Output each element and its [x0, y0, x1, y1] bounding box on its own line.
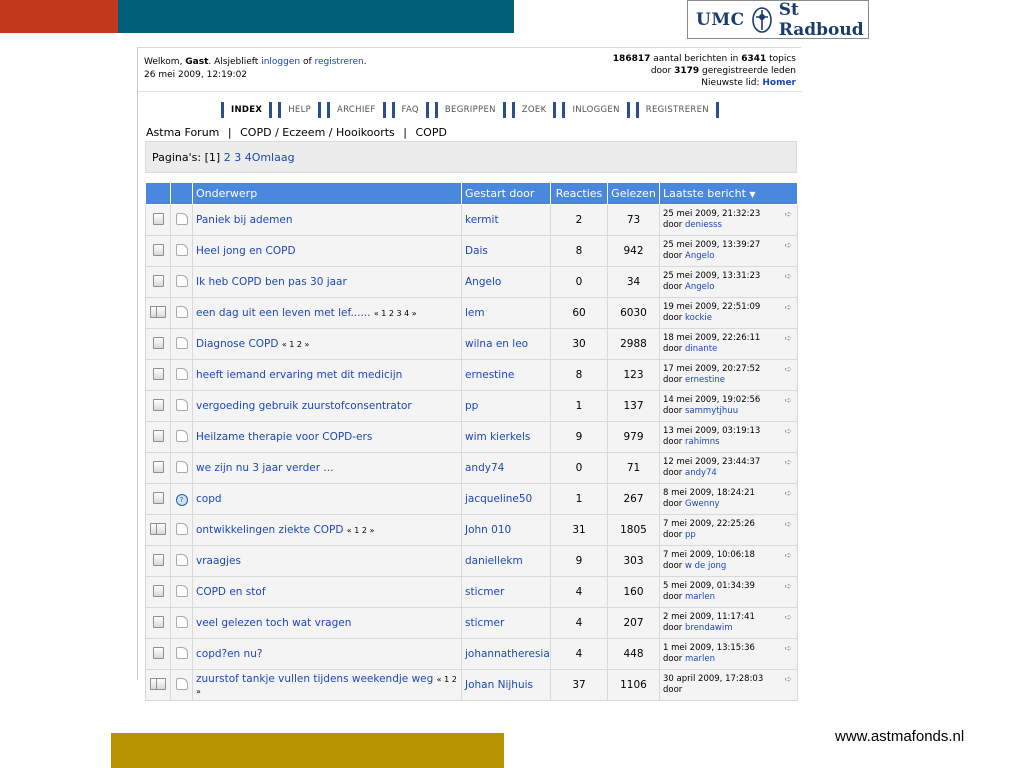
last-post-cell: 30 april 2009, 17:28:03 door ➪ [660, 670, 798, 701]
topic-link[interactable]: COPD en stof [196, 586, 266, 598]
topic-starter-cell [462, 329, 551, 360]
topic-status-icon [153, 430, 164, 442]
topic-starter-cell [462, 391, 551, 422]
post-icon-cell [171, 267, 193, 298]
views-cell: 160 [608, 577, 660, 608]
post-doc-icon [176, 616, 188, 628]
last-post-user-link[interactable]: marlen [685, 592, 715, 602]
views-cell: 6030 [608, 298, 660, 329]
last-post-user-link[interactable]: kockie [685, 313, 713, 323]
last-post-user-link[interactable]: sammytjhuu [685, 406, 739, 416]
main-nav [221, 102, 719, 118]
replies-cell: 31 [551, 515, 608, 546]
last-post-cell: 7 mei 2009, 10:06:18 door w de jong ➪ [660, 546, 798, 577]
topic-link[interactable]: Paniek bij ademen [196, 214, 293, 226]
topic-status-cell [146, 391, 171, 422]
go-to-last-post-icon[interactable]: ➪ [784, 272, 792, 282]
table-row [146, 391, 798, 422]
post-doc-icon [176, 430, 188, 442]
breadcrumb [146, 126, 452, 139]
post-doc-icon [176, 585, 188, 597]
topic-table [145, 182, 798, 701]
topic-subject-cell [193, 577, 462, 608]
last-post-date: 5 mei 2009, 01:34:39 [663, 581, 755, 591]
scroll-down-link[interactable]: Omlaag [251, 151, 295, 164]
go-to-last-post-icon[interactable]: ➪ [784, 210, 792, 220]
last-post-user-link[interactable]: marlen [685, 654, 715, 664]
pagination [145, 141, 797, 173]
last-post-user-link[interactable]: Gwenny [685, 499, 720, 509]
go-to-last-post-icon[interactable]: ➪ [784, 644, 792, 654]
topic-status-cell [146, 360, 171, 391]
go-to-last-post-icon[interactable]: ➪ [784, 334, 792, 344]
views-cell: 2988 [608, 329, 660, 360]
last-post-date: 30 april 2009, 17:28:03 [663, 674, 764, 684]
starter-link[interactable]: John 010 [465, 524, 512, 536]
last-post-date: 13 mei 2009, 03:19:13 [663, 426, 761, 436]
post-icon-cell [171, 453, 193, 484]
table-row [146, 515, 798, 546]
go-to-last-post-icon[interactable]: ➪ [784, 613, 792, 623]
views-cell: 303 [608, 546, 660, 577]
last-post-user-link[interactable]: w de jong [685, 561, 727, 571]
decorative-teal-bar [118, 0, 514, 33]
post-doc-icon [176, 399, 188, 411]
replies-cell: 9 [551, 422, 608, 453]
views-cell: 73 [608, 205, 660, 236]
topic-link[interactable]: een dag uit een leven met lef...... [196, 307, 371, 319]
table-row [146, 453, 798, 484]
post-icon-cell [171, 639, 193, 670]
last-post-cell: 14 mei 2009, 19:02:56 door sammytjhuu ➪ [660, 391, 798, 422]
post-icon-cell [171, 422, 193, 453]
topic-link[interactable]: veel gelezen toch wat vragen [196, 617, 352, 629]
pages-label: Pagina's: [152, 151, 202, 164]
login-link[interactable]: inloggen [261, 57, 301, 67]
post-doc-icon [176, 306, 188, 318]
current-datetime: 26 mei 2009, 12:19:02 [144, 70, 248, 80]
last-post-cell: 1 mei 2009, 13:15:36 door marlen ➪ [660, 639, 798, 670]
topic-subject-cell [193, 360, 462, 391]
topic-link[interactable]: we zijn nu 3 jaar verder ... [196, 462, 334, 474]
table-row [146, 670, 798, 701]
go-to-last-post-icon[interactable]: ➪ [784, 241, 792, 251]
topic-starter-cell [462, 670, 551, 701]
topic-subject-cell [193, 267, 462, 298]
post-doc-icon [176, 368, 188, 380]
header-last-post[interactable]: Laatste bericht ▼ [660, 183, 798, 205]
post-icon-cell [171, 236, 193, 267]
topic-status-cell [146, 639, 171, 670]
last-post-user-link[interactable]: brendawim [685, 623, 733, 633]
last-post-cell: 25 mei 2009, 13:31:23 door Angelo ➪ [660, 267, 798, 298]
last-post-date: 7 mei 2009, 22:25:26 [663, 519, 755, 529]
post-icon-cell [171, 608, 193, 639]
topic-starter-cell [462, 546, 551, 577]
nav-faq[interactable]: FAQ [392, 102, 429, 118]
last-post-date: 25 mei 2009, 21:32:23 [663, 209, 761, 219]
topic-status-icon [153, 213, 164, 225]
breadcrumb-separator: | [403, 126, 407, 139]
last-post-cell: 19 mei 2009, 22:51:09 door kockie ➪ [660, 298, 798, 329]
topic-starter-cell [462, 639, 551, 670]
views-cell: 1106 [608, 670, 660, 701]
header-replies[interactable]: Reacties [551, 183, 608, 205]
topic-subject-cell [193, 639, 462, 670]
starter-link[interactable]: daniellekm [465, 555, 523, 567]
header-icon-col [146, 183, 171, 205]
last-post-date: 25 mei 2009, 13:31:23 [663, 271, 761, 281]
go-to-last-post-icon[interactable]: ➪ [784, 489, 792, 499]
table-row [146, 298, 798, 329]
topic-status-icon [150, 523, 166, 535]
last-post-date: 25 mei 2009, 13:39:27 [663, 240, 761, 250]
views-cell: 1805 [608, 515, 660, 546]
post-doc-icon [176, 275, 188, 287]
breadcrumb-category[interactable]: COPD / Eczeem / Hooikoorts [240, 126, 395, 139]
starter-link[interactable]: Angelo [465, 276, 502, 288]
last-post-user-link[interactable]: Angelo [685, 282, 715, 292]
nav-zoek[interactable]: ZOEK [512, 102, 557, 118]
last-post-date: 14 mei 2009, 19:02:56 [663, 395, 761, 405]
topic-subject-cell [193, 453, 462, 484]
last-post-cell: 8 mei 2009, 18:24:21 door Gwenny ➪ [660, 484, 798, 515]
starter-link[interactable]: pp [465, 400, 479, 412]
last-post-user-link[interactable]: rahimns [685, 437, 720, 447]
topic-status-icon [153, 585, 164, 597]
views-cell: 123 [608, 360, 660, 391]
topic-link[interactable]: Heilzame therapie voor COPD-ers [196, 431, 373, 443]
last-post-cell: 12 mei 2009, 23:44:37 door andy74 ➪ [660, 453, 798, 484]
topic-pages[interactable]: « 1 2 » [281, 340, 310, 349]
go-to-last-post-icon[interactable]: ➪ [784, 396, 792, 406]
header-posticon-col [171, 183, 193, 205]
topic-status-icon [153, 647, 164, 659]
topic-status-icon [153, 368, 164, 380]
topic-subject-cell [193, 236, 462, 267]
post-doc-icon [176, 554, 188, 566]
topic-subject-cell [193, 329, 462, 360]
last-post-date: 8 mei 2009, 18:24:21 [663, 488, 755, 498]
post-count: 186817 [612, 54, 651, 64]
post-icon-cell [171, 577, 193, 608]
go-to-last-post-icon[interactable]: ➪ [784, 582, 792, 592]
views-cell: 137 [608, 391, 660, 422]
decorative-red-bar [0, 0, 118, 33]
topic-status-cell [146, 515, 171, 546]
topic-subject-cell [193, 205, 462, 236]
last-post-cell: 25 mei 2009, 21:32:23 door deniesss ➪ [660, 205, 798, 236]
views-cell: 979 [608, 422, 660, 453]
post-icon-cell [171, 329, 193, 360]
forum-header-info [138, 48, 802, 92]
post-doc-icon [176, 647, 188, 659]
table-row [146, 360, 798, 391]
topic-pages[interactable]: « 1 2 » [196, 675, 457, 696]
post-doc-icon [176, 337, 188, 349]
topic-status-cell [146, 546, 171, 577]
go-to-last-post-icon[interactable]: ➪ [784, 551, 792, 561]
topic-link[interactable]: Heel jong en COPD [196, 245, 296, 257]
replies-cell: 4 [551, 608, 608, 639]
last-post-date: 12 mei 2009, 23:44:37 [663, 457, 761, 467]
post-doc-icon [176, 678, 188, 690]
starter-link[interactable]: kermit [465, 214, 499, 226]
topic-link[interactable]: copd?en nu? [196, 648, 263, 660]
replies-cell: 4 [551, 639, 608, 670]
topic-status-icon [153, 616, 164, 628]
starter-link[interactable]: ernestine [465, 369, 515, 381]
topic-starter-cell [462, 298, 551, 329]
last-post-date: 19 mei 2009, 22:51:09 [663, 302, 761, 312]
topic-link[interactable]: heeft iemand ervaring met dit medicijn [196, 369, 403, 381]
replies-cell: 0 [551, 453, 608, 484]
topic-starter-cell [462, 236, 551, 267]
crest-icon [750, 5, 774, 35]
topic-starter-cell [462, 515, 551, 546]
post-icon-cell [171, 391, 193, 422]
post-icon-cell [171, 298, 193, 329]
topic-subject-cell [193, 298, 462, 329]
question-icon: ? [176, 494, 188, 506]
topic-status-icon [153, 461, 164, 473]
post-icon-cell [171, 546, 193, 577]
table-row [146, 577, 798, 608]
views-cell: 207 [608, 608, 660, 639]
last-post-date: 7 mei 2009, 10:06:18 [663, 550, 755, 560]
replies-cell: 8 [551, 236, 608, 267]
starter-link[interactable]: andy74 [465, 462, 505, 474]
forum-stats: 186817 aantal berichten in 6341 topics door 3179 geregistreerde leden Nieuwste lid: Homer [612, 54, 796, 88]
topic-starter-cell [462, 453, 551, 484]
topic-link[interactable]: vraagjes [196, 555, 241, 567]
topic-subject-cell [193, 422, 462, 453]
post-icon-cell [171, 360, 193, 391]
last-post-user-link[interactable]: andy74 [685, 468, 717, 478]
last-post-user-link[interactable]: ernestine [685, 375, 725, 385]
last-post-date: 2 mei 2009, 11:17:41 [663, 612, 755, 622]
topic-status-cell [146, 608, 171, 639]
last-post-cell: 13 mei 2009, 03:19:13 door rahimns ➪ [660, 422, 798, 453]
breadcrumb-forum[interactable]: Astma Forum [146, 126, 220, 139]
post-doc-icon [176, 523, 188, 535]
replies-cell: 9 [551, 546, 608, 577]
nav-inloggen[interactable]: INLOGGEN [562, 102, 629, 118]
last-post-cell: 2 mei 2009, 11:17:41 door brendawim ➪ [660, 608, 798, 639]
go-to-last-post-icon[interactable]: ➪ [784, 427, 792, 437]
post-doc-icon [176, 213, 188, 225]
go-to-last-post-icon[interactable]: ➪ [784, 303, 792, 313]
umc-st-radboud-logo [687, 0, 869, 39]
topic-subject-cell [193, 515, 462, 546]
table-header-row [146, 183, 798, 205]
newest-member-link[interactable]: Homer [762, 78, 796, 88]
replies-cell: 1 [551, 391, 608, 422]
table-row [146, 608, 798, 639]
topic-link[interactable]: Diagnose COPD [196, 338, 279, 350]
topic-status-cell [146, 205, 171, 236]
last-post-user-link[interactable]: Angelo [685, 251, 715, 261]
forum-screenshot [137, 47, 801, 696]
breadcrumb-board[interactable]: COPD [415, 126, 447, 139]
header-starter[interactable]: Gestart door [462, 183, 551, 205]
replies-cell: 37 [551, 670, 608, 701]
logo-name-text: St Radboud [778, 0, 864, 40]
topic-starter-cell [462, 608, 551, 639]
go-to-last-post-icon[interactable]: ➪ [784, 365, 792, 375]
topic-link[interactable]: vergoeding gebruik zuurstofconsentrator [196, 400, 412, 412]
topic-pages[interactable]: « 1 2 3 4 » [373, 309, 417, 318]
topic-status-icon [153, 492, 164, 504]
topic-status-cell [146, 329, 171, 360]
topic-pages[interactable]: « 1 2 » [346, 526, 375, 535]
nav-registreren[interactable]: REGISTREREN [636, 102, 719, 118]
topic-status-cell [146, 298, 171, 329]
header-subject[interactable]: Onderwerp [193, 183, 462, 205]
topic-status-icon [153, 554, 164, 566]
topic-status-cell [146, 453, 171, 484]
topic-status-cell [146, 670, 171, 701]
nav-help[interactable]: HELP [278, 102, 321, 118]
table-row [146, 236, 798, 267]
post-icon-cell [171, 484, 193, 515]
topic-subject-cell [193, 391, 462, 422]
replies-cell: 1 [551, 484, 608, 515]
sort-desc-icon: ▼ [749, 190, 756, 199]
topic-status-icon [153, 399, 164, 411]
replies-cell: 30 [551, 329, 608, 360]
topic-link[interactable]: ontwikkelingen ziekte COPD [196, 524, 344, 536]
nav-begrippen[interactable]: BEGRIPPEN [435, 102, 506, 118]
views-cell: 34 [608, 267, 660, 298]
last-post-cell: 5 mei 2009, 01:34:39 door marlen ➪ [660, 577, 798, 608]
table-row [146, 205, 798, 236]
page-link-2[interactable]: 2 [223, 151, 231, 164]
starter-link[interactable]: Dais [465, 245, 488, 257]
register-link[interactable]: registreren [314, 57, 364, 67]
topic-link[interactable]: Ik heb COPD ben pas 30 jaar [196, 276, 347, 288]
starter-link[interactable]: wilna en leo [465, 338, 529, 350]
guest-name: Gast [185, 57, 209, 67]
table-row [146, 639, 798, 670]
table-row [146, 329, 798, 360]
post-icon-cell [171, 205, 193, 236]
last-post-user-link[interactable]: pp [685, 530, 696, 540]
post-doc-icon [176, 244, 188, 256]
topic-status-cell [146, 236, 171, 267]
topic-subject-cell [193, 608, 462, 639]
post-icon-cell [171, 515, 193, 546]
last-post-cell: 7 mei 2009, 22:25:26 door pp ➪ [660, 515, 798, 546]
topic-status-icon [150, 678, 166, 690]
topic-status-icon [153, 244, 164, 256]
topic-starter-cell [462, 484, 551, 515]
table-row [146, 422, 798, 453]
post-icon-cell [171, 670, 193, 701]
decorative-gold-bar [111, 733, 504, 768]
topic-status-icon [153, 275, 164, 287]
go-to-last-post-icon[interactable]: ➪ [784, 520, 792, 530]
topic-starter-cell [462, 577, 551, 608]
last-post-cell: 18 mei 2009, 22:26:11 door dinante ➪ [660, 329, 798, 360]
starter-link[interactable]: jacqueline50 [465, 493, 533, 505]
starter-link[interactable]: johannatheresia [465, 648, 550, 660]
replies-cell: 2 [551, 205, 608, 236]
last-post-date: 1 mei 2009, 13:15:36 [663, 643, 755, 653]
last-post-date: 18 mei 2009, 22:26:11 [663, 333, 761, 343]
topic-status-cell [146, 267, 171, 298]
last-post-user-link[interactable]: dinante [685, 344, 718, 354]
last-post-date: 17 mei 2009, 20:27:52 [663, 364, 761, 374]
topic-starter-cell [462, 205, 551, 236]
topic-status-cell [146, 484, 171, 515]
replies-cell: 4 [551, 577, 608, 608]
nav-archief[interactable]: ARCHIEF [327, 102, 386, 118]
last-post-cell: 25 mei 2009, 13:39:27 door Angelo ➪ [660, 236, 798, 267]
topic-status-icon [150, 306, 166, 318]
go-to-last-post-icon[interactable]: ➪ [784, 458, 792, 468]
views-cell: 267 [608, 484, 660, 515]
topic-subject-cell [193, 670, 462, 701]
welcome-text: Welkom, Gast. Alsjeblieft inloggen of registreren. 26 mei 2009, 12:19:02 [144, 57, 367, 80]
topic-link[interactable]: copd [196, 493, 222, 505]
logo-umc-text: UMC [696, 9, 745, 30]
views-cell: 942 [608, 236, 660, 267]
topic-status-icon [153, 337, 164, 349]
views-cell: 448 [608, 639, 660, 670]
table-row [146, 546, 798, 577]
views-cell: 71 [608, 453, 660, 484]
topic-count: 6341 [741, 54, 767, 64]
topic-status-cell [146, 577, 171, 608]
starter-link[interactable]: lem [465, 307, 485, 319]
starter-link[interactable]: wim kierkels [465, 431, 531, 443]
starter-link[interactable]: sticmer [465, 586, 505, 598]
nav-index[interactable]: INDEX [221, 102, 272, 118]
page-link-4[interactable]: 4 [244, 151, 252, 164]
topic-starter-cell [462, 422, 551, 453]
member-count: 3179 [674, 66, 700, 76]
post-doc-icon [176, 461, 188, 473]
current-page: [1] [204, 151, 221, 164]
page-link-3[interactable]: 3 [234, 151, 242, 164]
starter-link[interactable]: Johan Nijhuis [465, 679, 533, 691]
replies-cell: 0 [551, 267, 608, 298]
topic-link[interactable]: zuurstof tankje vullen tijdens weekendje weg [196, 673, 434, 685]
breadcrumb-separator: | [227, 126, 232, 139]
header-views[interactable]: Gelezen [608, 183, 660, 205]
topic-starter-cell [462, 360, 551, 391]
starter-link[interactable]: sticmer [465, 617, 505, 629]
table-row [146, 267, 798, 298]
topic-subject-cell [193, 484, 462, 515]
table-row [146, 484, 798, 515]
topic-starter-cell [462, 267, 551, 298]
footer-url: www.astmafonds.nl [835, 728, 965, 745]
topic-subject-cell [193, 546, 462, 577]
topic-status-cell [146, 422, 171, 453]
replies-cell: 8 [551, 360, 608, 391]
last-post-user-link[interactable]: deniesss [685, 220, 722, 230]
go-to-last-post-icon[interactable]: ➪ [784, 675, 792, 685]
replies-cell: 60 [551, 298, 608, 329]
last-post-cell: 17 mei 2009, 20:27:52 door ernestine ➪ [660, 360, 798, 391]
